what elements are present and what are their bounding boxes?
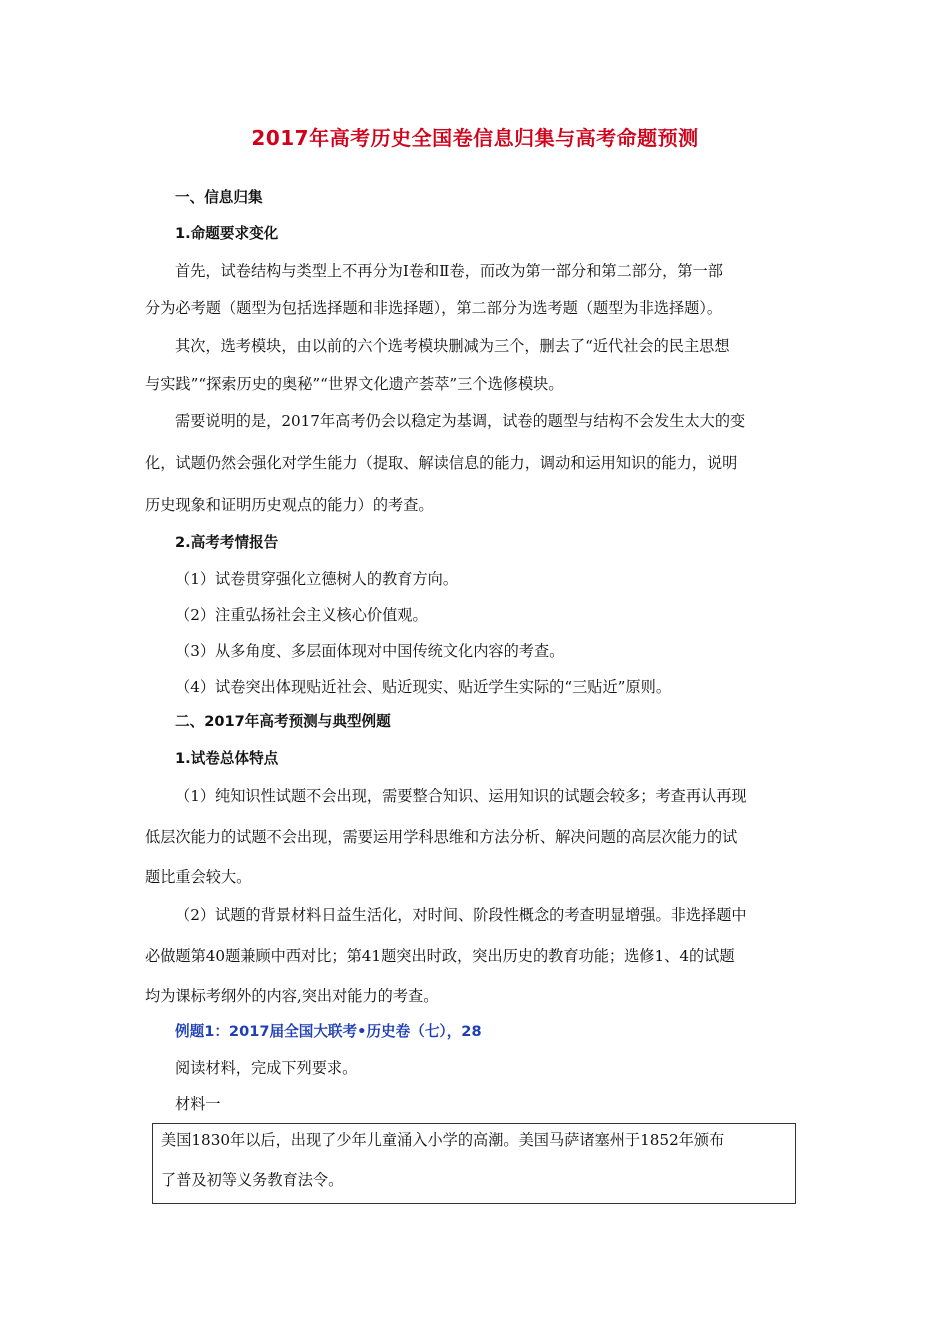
paragraph-line: 题比重会较大。: [145, 868, 252, 886]
paragraph-line: 需要说明的是，2017年高考仍会以稳定为基调，试卷的题型与结构不会发生太大的变: [175, 412, 746, 430]
section1-sub2-heading: 2.高考考情报告: [175, 534, 279, 551]
list-item: （1）试卷贯穿强化立德树人的教育方向。: [175, 570, 459, 588]
example-heading: 例题1：2017届全国大联考•历史卷（七），28: [175, 1023, 482, 1040]
paragraph-line: 首先，试卷结构与类型上不再分为Ⅰ卷和Ⅱ卷，而改为第一部分和第二部分，第一部: [175, 262, 723, 280]
paragraph-line: 分为必考题（题型为包括选择题和非选择题），第二部分为选考题（题型为非选择题）。: [145, 299, 723, 317]
paragraph-line: 与实践”“探索历史的奥秘”“世界文化遗产荟萃”三个选修模块。: [145, 375, 564, 393]
section1-sub1-heading: 1.命题要求变化: [175, 225, 279, 242]
material-line: 了普及初等义务教育法令。: [161, 1171, 344, 1189]
section2-heading: 二、2017年高考预测与典型例题: [175, 713, 391, 730]
example-instruction: 阅读材料，完成下列要求。: [175, 1059, 358, 1077]
section1-heading: 一、信息归集: [175, 189, 263, 206]
document-title: 2017年高考历史全国卷信息归集与高考命题预测: [251, 126, 699, 150]
paragraph-line: 均为课标考纲外的内容,突出对能力的考查。: [145, 987, 439, 1005]
paragraph-line: 历史现象和证明历史观点的能力）的考查。: [145, 496, 434, 514]
material-line: 美国1830年以后，出现了少年儿童涌入小学的高潮。美国马萨诸塞州于1852年颁布: [161, 1131, 725, 1149]
material-box: [152, 1123, 796, 1204]
paragraph-line: （1）纯知识性试题不会出现，需要整合知识、运用知识的试题会较多；考查再认再现: [175, 787, 747, 805]
material-label: 材料一: [175, 1095, 221, 1113]
list-item: （4）试卷突出体现贴近社会、贴近现实、贴近学生实际的“三贴近”原则。: [175, 678, 672, 696]
section2-sub1-heading: 1.试卷总体特点: [175, 750, 279, 767]
list-item: （2）注重弘扬社会主义核心价值观。: [175, 606, 428, 624]
paragraph-line: （2）试题的背景材料日益生活化，对时间、阶段性概念的考查明显增强。非选择题中: [175, 906, 747, 924]
paragraph-line: 低层次能力的试题不会出现，需要运用学科思维和方法分析、解决问题的高层次能力的试: [145, 828, 738, 846]
paragraph-line: 化，试题仍然会强化对学生能力（提取、解读信息的能力，调动和运用知识的能力，说明: [145, 454, 738, 472]
paragraph-line: 其次，选考模块，由以前的六个选考模块删减为三个，删去了“近代社会的民主思想: [175, 337, 730, 355]
paragraph-line: 必做题第40题兼顾中西对比；第41题突出时政，突出历史的教育功能；选修1、4的试题: [145, 947, 735, 965]
list-item: （3）从多角度、多层面体现对中国传统文化内容的考查。: [175, 642, 565, 660]
